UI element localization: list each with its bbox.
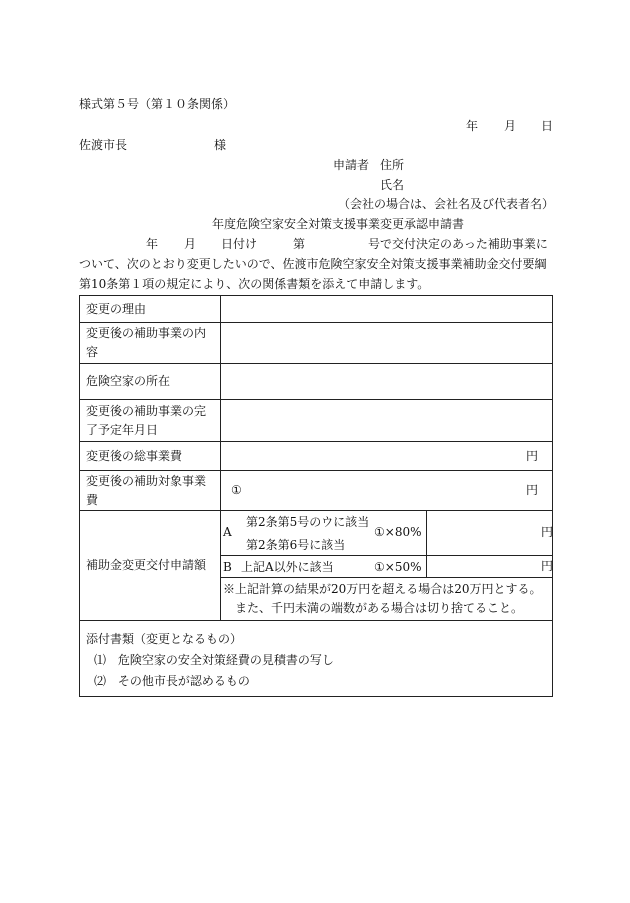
eligible-label-line2: 費 [86, 492, 99, 507]
total-cost-field[interactable] [221, 442, 553, 471]
reason-label: 変更の理由 [80, 296, 221, 323]
grant-calc-table [221, 511, 553, 620]
attachment-item-2-text: その他市長が認めるもの [117, 673, 250, 688]
intro-year: 年 [146, 237, 159, 251]
document-title: 年度危険空家安全対策支援事業変更承認申請書 [212, 217, 465, 231]
grant-note-1: ※上記計算の結果が20万円を超える場合は20万円とする。 [223, 581, 542, 596]
location-field[interactable] [221, 364, 553, 400]
option-b-letter: B [223, 559, 232, 574]
option-a-amount-field[interactable] [426, 511, 553, 555]
attachment-item-1-text: 危険空家の安全対策経費の見積書の写し [117, 652, 334, 667]
addressee-honorific: 様 [214, 138, 227, 152]
content-label-line1: 変更後の補助事業の内 [86, 326, 207, 340]
option-b-cell [221, 555, 426, 577]
intro-line-2: ついて、次のとおり変更したいので、佐渡市危険空家安全対策支援事業補助金交付要綱 [79, 257, 547, 271]
change-application-table [79, 295, 553, 697]
grant-amount-cell [221, 511, 553, 621]
yen-unit: 円 [525, 448, 538, 463]
eligible-cost-field[interactable] [221, 471, 553, 511]
attachments-cell [80, 620, 553, 696]
content-label [80, 323, 221, 364]
total-cost-label: 変更後の総事業費 [80, 442, 221, 471]
intro-number-prefix: 第 [293, 237, 306, 251]
addressee: 佐渡市長 [79, 138, 128, 152]
reason-field[interactable] [221, 296, 553, 323]
grant-notes [221, 577, 553, 620]
attachments-heading: 添付書類（変更となるもの） [86, 631, 243, 646]
option-b-amount-field[interactable] [426, 555, 553, 577]
eligible-label-line1: 変更後の補助対象事業 [86, 473, 207, 488]
intro-day-dated: 日付け [221, 237, 258, 251]
yen-unit: 円 [540, 525, 553, 540]
date-year-label: 年 [466, 119, 479, 133]
option-a-condition-1: 第2条第5号のウに該当 [246, 515, 370, 529]
location-label: 危険空家の所在 [80, 364, 221, 400]
option-a-rate: ①×80% [374, 525, 422, 539]
eligible-cost-label [80, 471, 221, 511]
option-a-cell [221, 511, 426, 555]
option-a-letter: A [223, 525, 232, 539]
intro-number-suffix: 号で交付決定のあった補助事業に [368, 237, 548, 251]
date-day-label: 日 [541, 119, 554, 133]
date-month-label: 月 [504, 119, 517, 133]
company-note: （会社の場合は、会社名及び代表者名） [338, 197, 555, 211]
intro-month: 月 [184, 237, 197, 251]
address-label: 住所 [380, 158, 405, 172]
attachment-item-2 [86, 671, 546, 692]
completion-label-line1: 変更後の補助事業の完 [86, 403, 207, 418]
completion-label-line2: 了予定年月日 [86, 422, 159, 437]
completion-date-label [80, 400, 221, 442]
completion-date-field[interactable] [221, 400, 553, 442]
option-b-rate: ①×50% [374, 559, 422, 574]
attachment-item-1 [86, 650, 546, 671]
attachment-item-2-number: ⑵ [94, 673, 107, 688]
intro-line-3: 第10条第１項の規定により、次の関係書類を添えて申請します。 [79, 277, 430, 291]
attachment-item-1-number: ⑴ [94, 652, 107, 667]
yen-unit: 円 [540, 558, 553, 573]
form-number: 様式第５号（第１０条関係） [79, 97, 236, 111]
grant-amount-label: 補助金変更交付申請額 [80, 511, 221, 621]
option-b-condition: 上記A以外に該当 [241, 559, 334, 574]
content-label-line2: 容 [86, 345, 99, 359]
grant-note-2: また、千円未満の端数がある場合は切り捨てること。 [235, 600, 524, 615]
circle-one-marker: ① [231, 483, 242, 497]
applicant-label: 申請者 [333, 158, 370, 172]
yen-unit: 円 [525, 483, 538, 497]
content-field[interactable] [221, 323, 553, 364]
option-a-condition-2: 第2条第6号に該当 [246, 538, 346, 552]
name-label: 氏名 [380, 178, 405, 192]
